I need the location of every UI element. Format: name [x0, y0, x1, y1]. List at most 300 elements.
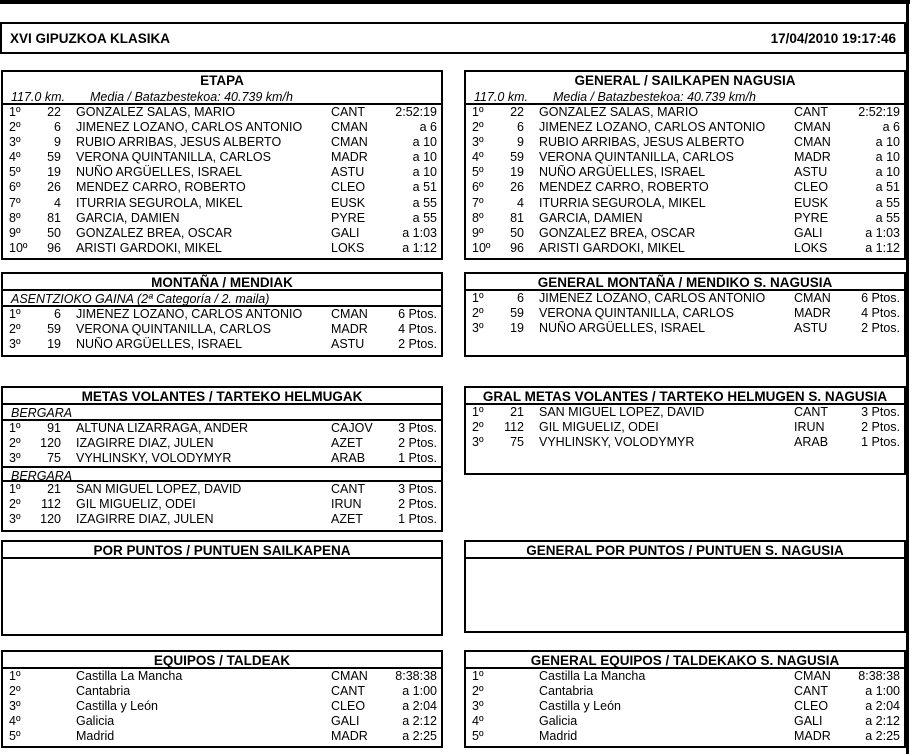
team-name-cell: Galicia: [539, 714, 578, 729]
team-code-cell: MADR: [331, 729, 368, 744]
result-row: [3, 451, 441, 466]
montana-climb-subtitle: ASENTZIOKO GAINA (2ª Categoría / 2. maila): [3, 291, 441, 307]
bib-cell: 6: [54, 120, 61, 135]
etapa-rows: [3, 105, 441, 256]
rank-cell: 3º: [9, 135, 21, 150]
bib-cell: 9: [54, 135, 61, 150]
etapa-average-speed: Media / Batazbestekoa: 40.739 km/h: [90, 90, 293, 104]
gral-metas-volantes-table-title: GRAL METAS VOLANTES / TARTEKO HELMUGEN S. NAGUSIA: [466, 388, 904, 405]
general-montana-rows: [466, 291, 904, 336]
team-cell: AZET: [331, 512, 363, 527]
team-result-row: [466, 714, 904, 729]
team-code-cell: CANT: [331, 684, 366, 699]
result-row: [3, 226, 441, 241]
rider-cell: NUÑO ARGÜELLES, ISRAEL: [539, 321, 706, 336]
etapa-table: [1, 70, 443, 260]
rider-cell: JIMENEZ LOZANO, CARLOS ANTONIO: [539, 291, 766, 305]
rank-cell: 6º: [472, 180, 484, 195]
result-row: [466, 241, 904, 256]
bib-cell: 6: [517, 120, 524, 135]
rider-cell: JIMENEZ LOZANO, CARLOS ANTONIO: [76, 120, 303, 135]
bib-cell: 26: [510, 180, 524, 195]
result-row: [3, 165, 441, 180]
team-cell: CANT: [794, 405, 829, 419]
rider-cell: JIMENEZ LOZANO, CARLOS ANTONIO: [539, 120, 766, 135]
team-cell: CANT: [331, 105, 366, 119]
team-cell: LOKS: [331, 240, 365, 255]
rank-cell: 9º: [9, 225, 21, 240]
team-cell: CMAN: [331, 307, 368, 321]
bib-cell: [31, 729, 61, 744]
bib-cell: 19: [510, 165, 524, 180]
time-cell: a 1:12: [402, 240, 437, 255]
rank-cell: 10º: [9, 240, 28, 255]
team-cell: GALI: [331, 225, 360, 240]
rider-cell: ITURRIA SEGUROLA, MIKEL: [76, 195, 243, 210]
general-table-title: GENERAL / SAILKAPEN NAGUSIA: [574, 73, 796, 88]
rider-cell: ARISTI GARDOKI, MIKEL: [76, 240, 222, 255]
team-name-cell: Madrid: [76, 729, 115, 744]
rank-cell: 2º: [9, 436, 21, 451]
time-cell: a 10: [875, 165, 900, 180]
points-cell: 6 Ptos.: [861, 291, 900, 305]
rider-cell: RUBIO ARRIBAS, JESUS ALBERTO: [539, 135, 745, 150]
bib-cell: [494, 699, 524, 714]
bib-cell: 22: [510, 105, 524, 119]
rank-cell: 2º: [9, 322, 21, 337]
time-cell: a 6: [882, 120, 900, 135]
rider-cell: GARCIA, DAMIEN: [539, 210, 643, 225]
time-cell: a 2:04: [402, 699, 437, 714]
team-cell: CMAN: [794, 120, 831, 135]
result-row: [466, 120, 904, 135]
rank-cell: 3º: [472, 699, 484, 714]
team-cell: ARAB: [794, 435, 829, 450]
rank-cell: 2º: [9, 497, 21, 512]
metas-volantes-table-title: METAS VOLANTES / TARTEKO HELMUGAK: [3, 388, 441, 405]
bib-cell: 81: [47, 210, 61, 225]
team-code-cell: CLEO: [331, 699, 366, 714]
points-cell: 2 Ptos.: [398, 497, 437, 512]
rank-cell: 6º: [9, 180, 21, 195]
team-code-cell: CMAN: [794, 669, 831, 683]
general-distance: 117.0 km.: [474, 90, 528, 104]
result-row: [3, 135, 441, 150]
time-cell: a 55: [875, 195, 900, 210]
rank-cell: 4º: [9, 150, 21, 165]
team-cell: MADR: [331, 150, 368, 165]
bib-cell: 91: [47, 421, 61, 435]
bib-cell: 59: [47, 322, 61, 337]
bib-cell: 75: [47, 451, 61, 466]
time-cell: 8:38:38: [858, 669, 900, 683]
time-cell: a 1:00: [402, 684, 437, 699]
rider-cell: ITURRIA SEGUROLA, MIKEL: [539, 195, 706, 210]
team-code-cell: CMAN: [331, 669, 368, 683]
rider-cell: GONZALEZ SALAS, MARIO: [76, 105, 236, 119]
team-code-cell: GALI: [794, 714, 823, 729]
rank-cell: 8º: [9, 210, 21, 225]
time-cell: a 1:03: [402, 225, 437, 240]
rank-cell: 1º: [472, 105, 484, 119]
rank-cell: 5º: [472, 729, 484, 744]
points-cell: 2 Ptos.: [861, 420, 900, 435]
points-cell: 6 Ptos.: [398, 307, 437, 321]
metas-volantes-table: [1, 386, 443, 532]
points-cell: 4 Ptos.: [861, 306, 900, 321]
team-name-cell: Castilla y León: [539, 699, 621, 714]
points-cell: 3 Ptos.: [861, 405, 900, 419]
team-cell: ASTU: [331, 337, 365, 352]
result-row: [3, 337, 441, 352]
general-equipos-table-title: GENERAL EQUIPOS / TALDEKAKO S. NAGUSIA: [466, 652, 904, 669]
bib-cell: 81: [510, 210, 524, 225]
team-cell: ASTU: [794, 321, 828, 336]
bib-cell: 19: [510, 321, 524, 336]
team-cell: ARAB: [331, 451, 366, 466]
points-cell: 3 Ptos.: [398, 482, 437, 497]
bib-cell: 50: [47, 225, 61, 240]
team-code-cell: CLEO: [794, 699, 829, 714]
por-puntos-table: [1, 540, 443, 636]
team-cell: EUSK: [794, 195, 829, 210]
team-result-row: [3, 669, 441, 684]
team-code-cell: GALI: [331, 714, 360, 729]
team-name-cell: Cantabria: [539, 684, 594, 699]
rider-cell: NUÑO ARGÜELLES, ISRAEL: [539, 165, 706, 180]
time-cell: a 2:25: [402, 729, 437, 744]
rank-cell: 1º: [9, 482, 21, 497]
sprint-location-subtitle: BERGARA: [3, 405, 441, 421]
result-row: [3, 196, 441, 211]
bib-cell: 22: [47, 105, 61, 119]
result-row: [466, 150, 904, 165]
time-cell: a 2:04: [865, 699, 900, 714]
team-code-cell: CANT: [794, 684, 829, 699]
team-cell: LOKS: [794, 240, 828, 255]
bib-cell: [494, 669, 524, 684]
montana-table-title: MONTAÑA / MENDIAK: [3, 274, 441, 291]
time-cell: 2:52:19: [858, 105, 900, 119]
rank-cell: 1º: [9, 669, 21, 683]
team-result-row: [3, 684, 441, 699]
rider-cell: VERONA QUINTANILLA, CARLOS: [76, 322, 271, 337]
report-header: [0, 22, 906, 54]
points-cell: 3 Ptos.: [398, 421, 437, 435]
time-cell: a 10: [412, 150, 437, 165]
rank-cell: 1º: [472, 669, 484, 683]
team-name-cell: Castilla La Mancha: [76, 669, 183, 683]
result-row: [466, 435, 904, 450]
rider-cell: NUÑO ARGÜELLES, ISRAEL: [76, 337, 243, 352]
rank-cell: 8º: [472, 210, 484, 225]
etapa-subtitle-row: [3, 89, 441, 105]
team-cell: IRUN: [794, 420, 825, 435]
rider-cell: SAN MIGUEL LOPEZ, DAVID: [76, 482, 242, 497]
team-result-row: [3, 699, 441, 714]
rank-cell: 9º: [472, 225, 484, 240]
team-cell: ASTU: [331, 165, 365, 180]
bib-cell: 4: [54, 195, 61, 210]
rider-cell: VYHLINSKY, VOLODYMYR: [76, 451, 232, 466]
result-row: [466, 321, 904, 336]
time-cell: a 55: [875, 210, 900, 225]
result-row: [3, 180, 441, 195]
rank-cell: 10º: [472, 240, 491, 255]
team-cell: EUSK: [331, 195, 366, 210]
team-result-row: [466, 669, 904, 684]
result-row: [3, 421, 441, 436]
rank-cell: 1º: [9, 307, 21, 321]
rider-cell: VERONA QUINTANILLA, CARLOS: [539, 306, 734, 321]
rank-cell: 2º: [472, 120, 484, 135]
bib-cell: 59: [47, 150, 61, 165]
bib-cell: 59: [510, 150, 524, 165]
result-row: [466, 105, 904, 120]
team-cell: GALI: [794, 225, 823, 240]
rank-cell: 4º: [472, 714, 484, 729]
report-title: XVI GIPUZKOA KLASIKA: [10, 30, 171, 46]
result-row: [3, 120, 441, 135]
rider-cell: VERONA QUINTANILLA, CARLOS: [76, 150, 271, 165]
rank-cell: 5º: [9, 165, 21, 180]
bib-cell: 19: [47, 165, 61, 180]
bib-cell: 112: [41, 497, 61, 512]
bib-cell: 96: [47, 240, 61, 255]
result-row: [3, 482, 441, 497]
time-cell: a 1:12: [865, 240, 900, 255]
time-cell: a 2:12: [865, 714, 900, 729]
time-cell: a 10: [875, 135, 900, 150]
rank-cell: 3º: [472, 321, 484, 336]
rank-cell: 3º: [472, 135, 484, 150]
team-cell: ASTU: [794, 165, 828, 180]
rider-cell: GONZALEZ SALAS, MARIO: [539, 105, 699, 119]
rider-cell: ALTUNA LIZARRAGA, ANDER: [76, 421, 249, 435]
team-name-cell: Cantabria: [76, 684, 131, 699]
rider-cell: VERONA QUINTANILLA, CARLOS: [539, 150, 734, 165]
bib-cell: 75: [510, 435, 524, 450]
result-row: [3, 322, 441, 337]
rider-cell: MENDEZ CARRO, ROBERTO: [76, 180, 246, 195]
time-cell: a 2:12: [402, 714, 437, 729]
bib-cell: [31, 714, 61, 729]
team-result-row: [466, 729, 904, 744]
bib-cell: 96: [510, 240, 524, 255]
team-code-cell: MADR: [794, 729, 831, 744]
page-top-border-line: [0, 0, 910, 4]
bib-cell: 26: [47, 180, 61, 195]
time-cell: a 10: [875, 150, 900, 165]
rank-cell: 1º: [472, 291, 484, 305]
result-row: [466, 291, 904, 306]
result-row: [3, 307, 441, 322]
montana-rows: [3, 307, 441, 352]
general-por-puntos-table-title: GENERAL POR PUNTOS / PUNTUEN S. NAGUSIA: [466, 542, 904, 559]
result-row: [466, 226, 904, 241]
bib-cell: [494, 729, 524, 744]
result-row: [3, 211, 441, 226]
general-rows: [466, 105, 904, 256]
team-cell: MADR: [331, 322, 368, 337]
rider-cell: GIL MIGUELIZ, ODEI: [76, 497, 196, 512]
bib-cell: 6: [54, 307, 61, 321]
bib-cell: 59: [510, 306, 524, 321]
rider-cell: SAN MIGUEL LOPEZ, DAVID: [539, 405, 705, 419]
team-cell: AZET: [331, 436, 363, 451]
rider-cell: ARISTI GARDOKI, MIKEL: [539, 240, 685, 255]
equipos-rows: [3, 669, 441, 744]
team-cell: CLEO: [794, 180, 829, 195]
rank-cell: 7º: [472, 195, 484, 210]
bib-cell: [31, 669, 61, 684]
rider-cell: VYHLINSKY, VOLODYMYR: [539, 435, 695, 450]
bib-cell: [31, 684, 61, 699]
etapa-distance: 117.0 km.: [11, 90, 65, 104]
rank-cell: 3º: [9, 337, 21, 352]
general-montana-table-title: GENERAL MONTAÑA / MENDIKO S. NAGUSIA: [466, 274, 904, 291]
equipos-table: [1, 650, 443, 748]
team-cell: CAJOV: [331, 421, 373, 435]
rider-cell: IZAGIRRE DIAZ, JULEN: [76, 512, 214, 527]
bib-cell: 120: [40, 512, 61, 527]
rider-cell: GONZALEZ BREA, OSCAR: [76, 225, 233, 240]
team-result-row: [466, 684, 904, 699]
points-cell: 4 Ptos.: [398, 322, 437, 337]
team-result-row: [3, 729, 441, 744]
bib-cell: 21: [47, 482, 61, 497]
points-cell: 2 Ptos.: [398, 337, 437, 352]
points-cell: 1 Ptos.: [398, 512, 437, 527]
equipos-table-title: EQUIPOS / TALDEAK: [3, 652, 441, 669]
team-cell: CMAN: [794, 135, 831, 150]
rider-cell: GIL MIGUELIZ, ODEI: [539, 420, 659, 435]
rank-cell: 3º: [472, 435, 484, 450]
bib-cell: 9: [517, 135, 524, 150]
time-cell: a 55: [412, 210, 437, 225]
bib-cell: 21: [510, 405, 524, 419]
rider-cell: RUBIO ARRIBAS, JESUS ALBERTO: [76, 135, 282, 150]
metas-volantes-group1-rows: [3, 421, 441, 466]
general-equipos-rows: [466, 669, 904, 744]
general-average-speed: Media / Batazbestekoa: 40.739 km/h: [553, 90, 756, 104]
result-row: [466, 196, 904, 211]
team-name-cell: Castilla y León: [76, 699, 158, 714]
bib-cell: [494, 684, 524, 699]
rank-cell: 1º: [9, 421, 21, 435]
rank-cell: 1º: [472, 405, 484, 419]
general-subtitle-row: [466, 89, 904, 105]
rank-cell: 7º: [9, 195, 21, 210]
rank-cell: 2º: [9, 120, 21, 135]
bib-cell: [31, 699, 61, 714]
report-datetime: 17/04/2010 19:17:46: [770, 30, 896, 46]
rank-cell: 2º: [472, 420, 484, 435]
result-row: [466, 420, 904, 435]
metas-volantes-group2-rows: [3, 482, 441, 527]
team-name-cell: Castilla La Mancha: [539, 669, 646, 683]
rider-cell: NUÑO ARGÜELLES, ISRAEL: [76, 165, 243, 180]
team-result-row: [466, 699, 904, 714]
team-cell: CLEO: [331, 180, 366, 195]
bib-cell: 4: [517, 195, 524, 210]
bib-cell: 120: [40, 436, 61, 451]
team-name-cell: Madrid: [539, 729, 578, 744]
result-row: [3, 105, 441, 120]
general-equipos-table: [464, 650, 906, 748]
points-cell: 1 Ptos.: [398, 451, 437, 466]
time-cell: a 2:25: [865, 729, 900, 744]
rank-cell: 4º: [9, 714, 21, 729]
team-cell: CANT: [794, 105, 829, 119]
page-right-border-line: [906, 0, 909, 754]
rider-cell: JIMENEZ LOZANO, CARLOS ANTONIO: [76, 307, 303, 321]
etapa-table-title: ETAPA: [200, 73, 244, 88]
result-row: [466, 180, 904, 195]
team-cell: IRUN: [331, 497, 362, 512]
general-table: [464, 70, 906, 260]
rider-cell: GONZALEZ BREA, OSCAR: [539, 225, 696, 240]
time-cell: 2:52:19: [395, 105, 437, 119]
time-cell: a 1:00: [865, 684, 900, 699]
time-cell: a 10: [412, 165, 437, 180]
rank-cell: 2º: [472, 684, 484, 699]
time-cell: 8:38:38: [395, 669, 437, 683]
por-puntos-table-title: POR PUNTOS / PUNTUEN SAILKAPENA: [3, 542, 441, 559]
result-row: [466, 135, 904, 150]
rank-cell: 3º: [9, 451, 21, 466]
rank-cell: 2º: [472, 306, 484, 321]
team-cell: PYRE: [331, 210, 366, 225]
rank-cell: 5º: [472, 165, 484, 180]
team-cell: MADR: [794, 150, 831, 165]
team-cell: CMAN: [331, 135, 368, 150]
points-cell: 1 Ptos.: [861, 435, 900, 450]
gral-metas-volantes-table: [464, 386, 906, 475]
rank-cell: 1º: [9, 105, 21, 119]
team-name-cell: Galicia: [76, 714, 115, 729]
time-cell: a 55: [412, 195, 437, 210]
time-cell: a 10: [412, 135, 437, 150]
bib-cell: 19: [47, 337, 61, 352]
time-cell: a 1:03: [865, 225, 900, 240]
result-row: [3, 497, 441, 512]
team-cell: CANT: [331, 482, 366, 497]
sprint-location-subtitle: BERGARA: [3, 466, 441, 482]
result-row: [3, 436, 441, 451]
team-cell: MADR: [794, 306, 831, 321]
team-result-row: [3, 714, 441, 729]
general-por-puntos-table: [464, 540, 906, 633]
rank-cell: 5º: [9, 729, 21, 744]
general-montana-table: [464, 272, 906, 357]
montana-table: [1, 272, 443, 357]
result-row: [466, 165, 904, 180]
result-row: [3, 241, 441, 256]
rank-cell: 4º: [472, 150, 484, 165]
points-cell: 2 Ptos.: [398, 436, 437, 451]
bib-cell: 112: [504, 420, 524, 435]
rider-cell: IZAGIRRE DIAZ, JULEN: [76, 436, 214, 451]
rank-cell: 3º: [9, 512, 21, 527]
result-row: [3, 150, 441, 165]
time-cell: a 51: [412, 180, 437, 195]
gral-metas-volantes-rows: [466, 405, 904, 450]
team-cell: CMAN: [331, 120, 368, 135]
bib-cell: 6: [517, 291, 524, 305]
result-row: [466, 306, 904, 321]
time-cell: a 6: [419, 120, 437, 135]
